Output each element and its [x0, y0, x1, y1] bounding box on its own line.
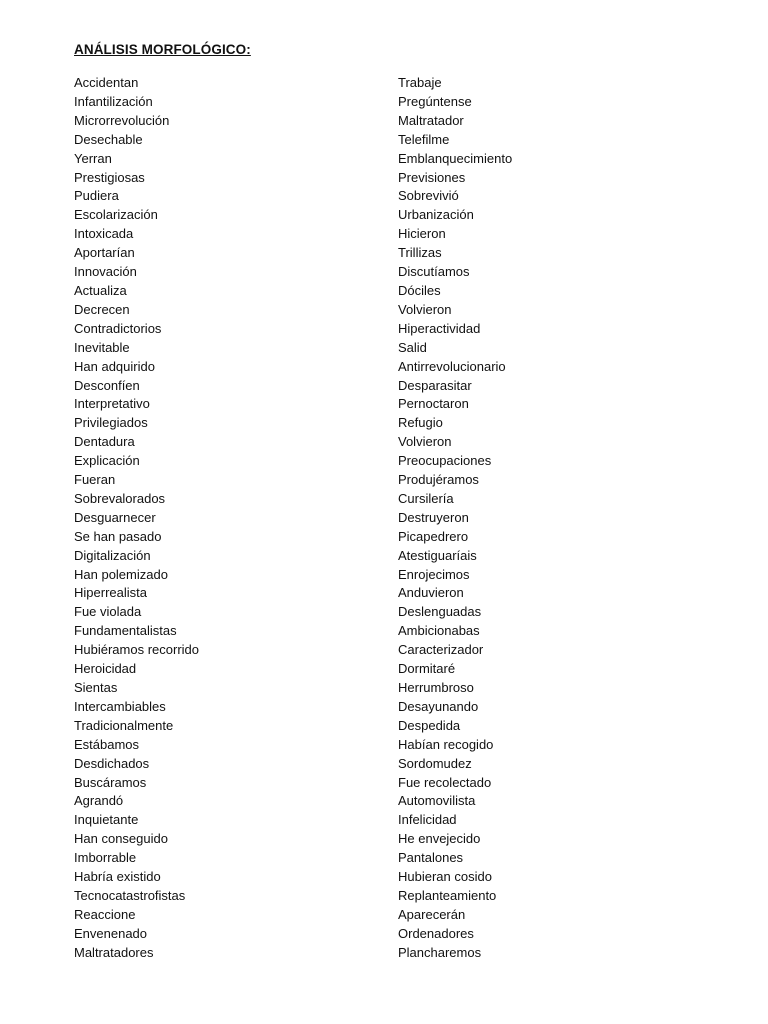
word-item: Pernoctaron	[398, 396, 469, 412]
word-item: Urbanización	[398, 207, 474, 223]
word-item: Imborrable	[74, 850, 137, 866]
document-title: ANÁLISIS MORFOLÓGICO:	[74, 42, 251, 57]
word-item: Hiperrealista	[74, 585, 147, 601]
word-item: Prestigiosas	[74, 169, 145, 185]
word-item: Hiperactividad	[398, 320, 481, 336]
word-item: Ambicionabas	[398, 623, 480, 639]
word-item: Sobrevalorados	[74, 490, 166, 506]
word-item: Replanteamiento	[398, 887, 497, 903]
word-item: Volvieron	[398, 434, 452, 450]
word-item: Desguarnecer	[74, 509, 156, 525]
word-item: He envejecido	[398, 831, 481, 847]
word-item: Despedida	[398, 717, 461, 733]
word-item: Inevitable	[74, 339, 130, 355]
word-item: Infelicidad	[398, 812, 457, 828]
word-item: Sordomudez	[398, 755, 472, 771]
word-item: Pantalones	[398, 850, 464, 866]
word-item: Desechable	[74, 131, 143, 147]
word-item: Sobrevivió	[398, 188, 459, 204]
word-item: Buscáramos	[74, 774, 147, 790]
word-item: Fundamentalistas	[74, 623, 177, 639]
word-item: Destruyeron	[398, 509, 469, 525]
word-item: Heroicidad	[74, 661, 137, 677]
word-list-left	[74, 74, 199, 963]
word-item: Antirrevolucionario	[398, 358, 506, 374]
word-item: Cursilería	[398, 490, 454, 506]
word-item: Infantilización	[74, 93, 153, 109]
word-item: Deslenguadas	[398, 604, 482, 620]
word-item: Ordenadores	[398, 925, 474, 941]
word-item: Reaccione	[74, 906, 136, 922]
word-item: Fue violada	[74, 604, 142, 620]
word-item: Desdichados	[74, 755, 150, 771]
word-item: Accidentan	[74, 75, 139, 90]
word-item: Explicación	[74, 453, 140, 469]
word-item: Dormitaré	[398, 661, 456, 677]
word-item: Tradicionalmente	[74, 717, 174, 733]
word-item: Yerran	[74, 150, 112, 166]
word-item: Herrumbroso	[398, 680, 474, 695]
word-list-right	[398, 74, 512, 963]
word-item: Preocupaciones	[398, 453, 492, 469]
word-item: Atestiguaríais	[398, 547, 477, 563]
word-item: Discutíamos	[398, 264, 470, 280]
word-item: Anduvieron	[398, 585, 464, 601]
word-item: Escolarización	[74, 207, 158, 223]
word-item: Telefilme	[398, 131, 450, 147]
word-item: Maltratador	[398, 112, 464, 128]
word-item: Innovación	[74, 264, 137, 280]
word-item: Trabaje	[398, 75, 442, 90]
word-item: Actualiza	[74, 282, 127, 298]
word-item: Sientas	[74, 680, 118, 695]
word-item: Plancharemos	[398, 944, 482, 960]
word-item: Pudiera	[74, 188, 119, 204]
word-item: Se han pasado	[74, 528, 162, 544]
word-item: Interpretativo	[74, 396, 150, 412]
word-item: Intoxicada	[74, 226, 134, 242]
word-item: Salid	[398, 339, 427, 355]
word-item: Desparasitar	[398, 377, 472, 393]
word-item: Envenenado	[74, 925, 148, 941]
word-item: Trillizas	[398, 245, 442, 261]
word-item: Desconfíen	[74, 377, 140, 393]
word-item: Previsiones	[398, 169, 466, 185]
word-item: Emblanquecimiento	[398, 150, 513, 166]
word-item: Produjéramos	[398, 472, 479, 488]
word-item: Estábamos	[74, 736, 140, 752]
word-item: Digitalización	[74, 547, 151, 563]
word-item: Hicieron	[398, 226, 446, 242]
word-item: Hubieran cosido	[398, 869, 492, 885]
word-item: Han polemizado	[74, 566, 168, 582]
word-item: Aportarían	[74, 245, 135, 261]
word-item: Habría existido	[74, 869, 161, 885]
word-item: Habían recogido	[398, 736, 494, 752]
word-item: Picapedrero	[398, 528, 469, 544]
word-item: Automovilista	[398, 793, 476, 809]
word-item: Microrrevolución	[74, 112, 170, 128]
word-item: Volvieron	[398, 301, 452, 317]
word-item: Agrandó	[74, 793, 124, 809]
word-item: Fue recolectado	[398, 774, 492, 790]
word-item: Desayunando	[398, 698, 479, 714]
word-item: Decrecen	[74, 301, 130, 317]
word-item: Intercambiables	[74, 698, 166, 714]
word-item: Han adquirido	[74, 358, 155, 374]
word-item: Dentadura	[74, 434, 135, 450]
word-item: Enrojecimos	[398, 566, 470, 582]
word-item: Caracterizador	[398, 642, 484, 658]
word-item: Han conseguido	[74, 831, 168, 847]
word-item: Inquietante	[74, 812, 139, 828]
word-item: Pregúntense	[398, 93, 472, 109]
word-item: Privilegiados	[74, 415, 148, 431]
word-item: Tecnocatastrofistas	[74, 887, 186, 903]
word-item: Maltratadores	[74, 944, 154, 960]
word-item: Dóciles	[398, 282, 441, 298]
word-item: Fueran	[74, 472, 116, 488]
word-item: Refugio	[398, 415, 443, 431]
word-item: Hubiéramos recorrido	[74, 642, 199, 658]
word-item: Contradictorios	[74, 320, 162, 336]
word-item: Aparecerán	[398, 906, 466, 922]
